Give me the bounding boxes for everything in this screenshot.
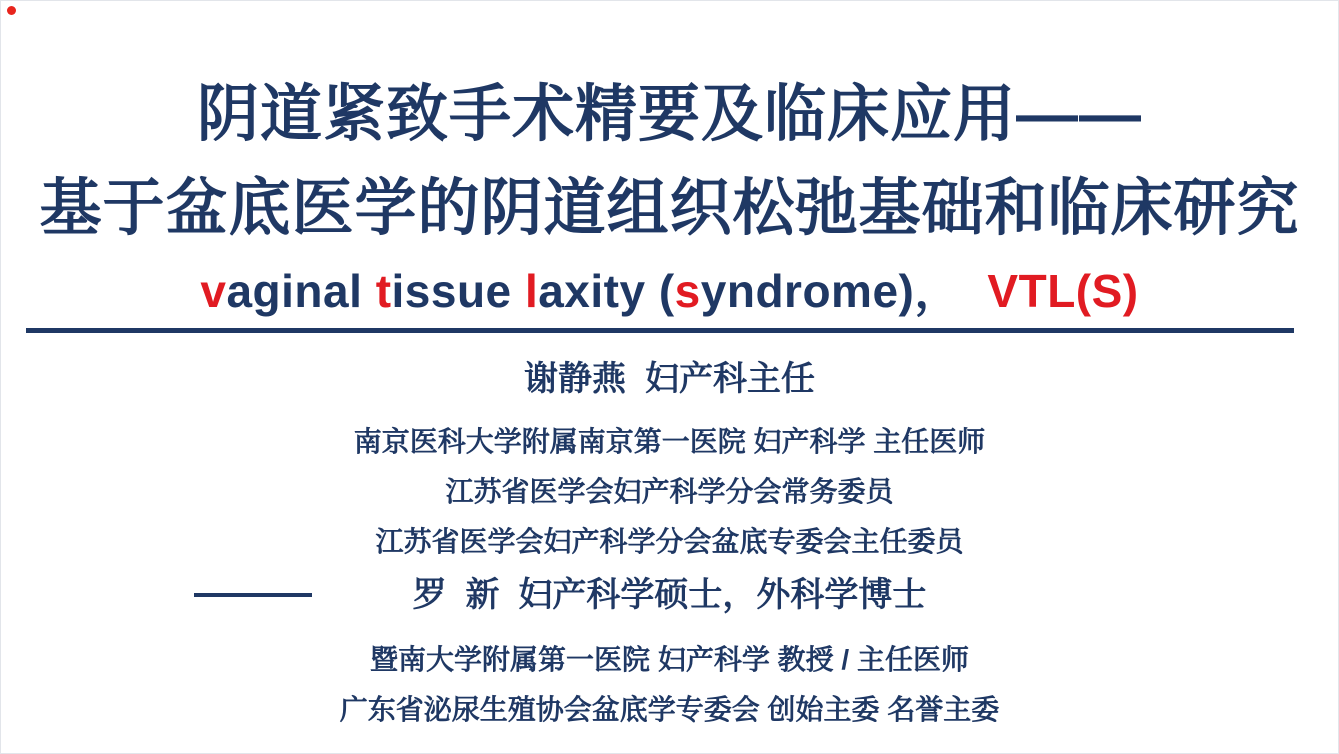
slide-title-line-1: 阴道紧致手术精要及临床应用—— [196, 80, 1142, 149]
credential-line: 南京医科大学附属南京第一医院 妇产科学 主任医师 [353, 426, 986, 457]
horizontal-divider-rule [26, 328, 1294, 333]
speaker1-name: 谢静燕 妇产科主任 [524, 360, 815, 398]
subtitle-segment: s [674, 265, 701, 317]
subtitle-segment: issue [391, 265, 525, 317]
subtitle-segment: l [524, 265, 539, 317]
slide-subtitle-english [1, 264, 1338, 318]
speaker2-credentials [1, 635, 1338, 735]
credential-line: 暨南大学附属第一医院 妇产科学 教授 / 主任医师 [370, 644, 969, 675]
slide-title-line-2: 基于盆底医学的阴道组织松弛基础和临床研究 [39, 174, 1300, 243]
subtitle-segment: v [200, 265, 227, 317]
subtitle-segment: t [375, 265, 392, 317]
subtitle-segment: VTL(S) [960, 265, 1139, 317]
credential-line: 广东省泌尿生殖协会盆底学专委会 创始主委 名誉主委 [339, 694, 1000, 725]
credential-line: 江苏省医学会妇产科学分会常务委员 [445, 476, 894, 507]
credential-line: 江苏省医学会妇产科学分会盆底专委会主任委员 [375, 526, 964, 557]
recording-indicator-icon [7, 6, 16, 15]
subtitle-segment: aginal [226, 265, 376, 317]
speaker1-credentials [1, 417, 1338, 567]
subtitle-segment: axity ( [538, 265, 675, 317]
speaker2-name: 罗 新 妇产科学硕士，外科学博士 [412, 576, 927, 614]
subtitle-segment: yndrome)， [700, 265, 961, 317]
